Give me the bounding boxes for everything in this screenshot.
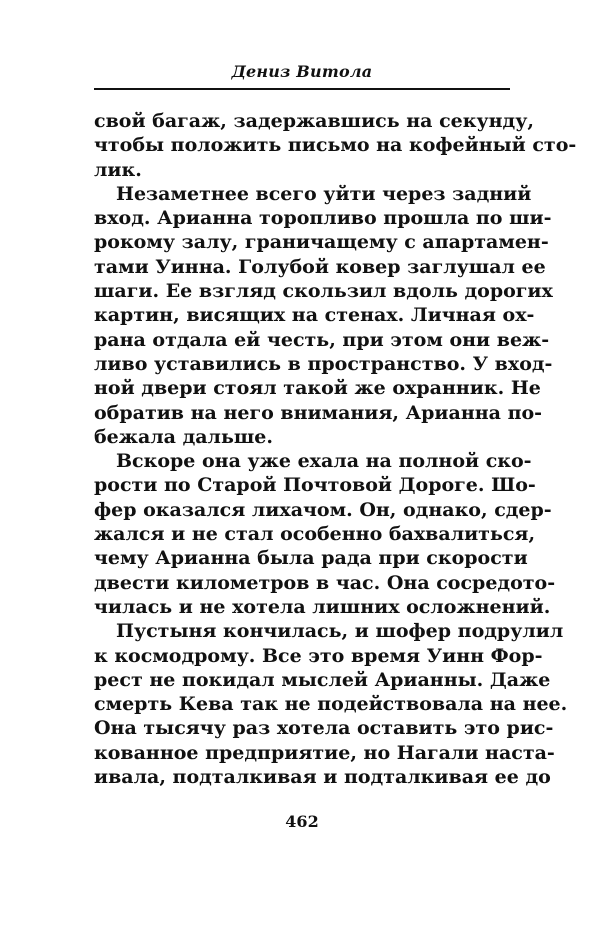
text-line: чтобы положить письмо на кофейный сто- xyxy=(94,134,577,157)
text-line: кованное предприятие, но Нагали наста- xyxy=(94,741,555,764)
body-text xyxy=(94,109,577,789)
text-line: двести километров в час. Она сосредото- xyxy=(94,571,556,594)
text-line: чилась и не хотела лишних осложнений. xyxy=(94,595,551,618)
text-line: Вскоре она уже ехала на полной ско- xyxy=(116,450,532,473)
text-line: картин, висящих на стенах. Личная ох- xyxy=(94,304,535,327)
text-line: смерть Кева так не подействовала на нее. xyxy=(94,693,568,716)
text-line: рест не покидал мыслей Арианны. Даже xyxy=(94,668,551,691)
text-line: Пустыня кончилась, и шофер подрулил xyxy=(116,620,564,643)
header-rule xyxy=(94,88,510,90)
text-line: жался и не стал особенно бахвалиться, xyxy=(94,523,536,546)
text-line: тами Уинна. Голубой ковер заглушал ее xyxy=(94,255,546,278)
page-number: 462 xyxy=(285,812,319,831)
text-line: фер оказался лихачом. Он, однако, сдер- xyxy=(94,498,552,521)
text-line: свой багаж, задержавшись на секунду, xyxy=(94,110,534,132)
running-head-author: Дениз Витола xyxy=(231,62,373,81)
text-line: лик. xyxy=(94,158,142,181)
text-line: обратив на него внимания, Арианна по- xyxy=(94,401,543,424)
text-line: рана отдала ей честь, при этом они веж- xyxy=(94,328,550,351)
text-line: рости по Старой Почтовой Дороге. Шо- xyxy=(94,474,536,497)
text-line: бежала дальше. xyxy=(94,425,273,448)
text-line: шаги. Ее взгляд скользил вдоль дорогих xyxy=(94,280,553,303)
text-line: вход. Арианна торопливо прошла по ши- xyxy=(94,207,552,230)
text-line: Она тысячу раз хотела оставить это рис- xyxy=(94,717,554,740)
text-line: Незаметнее всего уйти через задний xyxy=(116,182,532,205)
text-line: ной двери стоял такой же охранник. Не xyxy=(94,377,541,400)
text-line: рокому залу, граничащему с апартамен- xyxy=(94,231,549,254)
text-line: ивала, подталкивая и подталкивая ее до xyxy=(94,766,551,789)
text-line: чему Арианна была рада при скорости xyxy=(94,547,528,570)
text-line: к космодрому. Все это время Уинн Фор- xyxy=(94,644,543,667)
text-line: ливо уставились в пространство. У вход- xyxy=(94,352,553,375)
